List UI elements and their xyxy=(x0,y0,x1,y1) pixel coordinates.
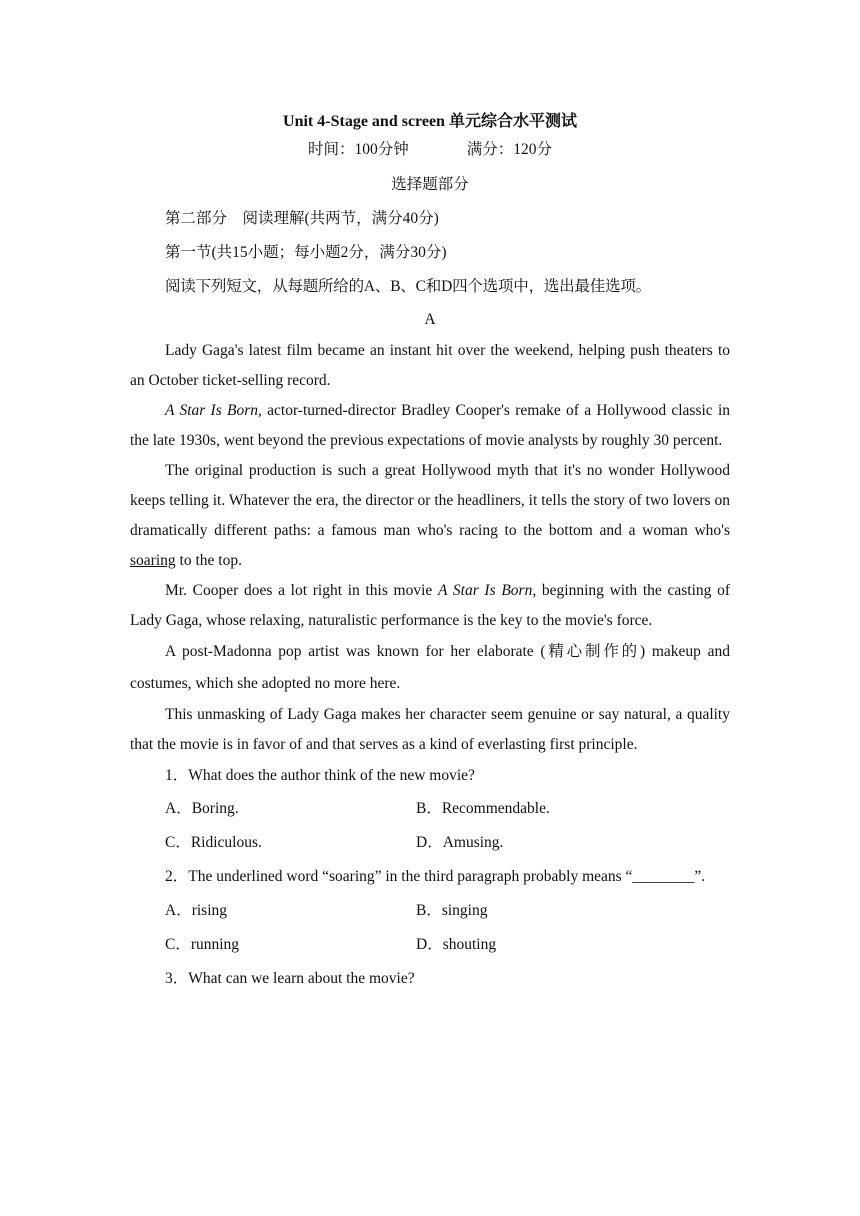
exam-meta xyxy=(130,136,730,164)
page-title: Unit 4-Stage and screen 单元综合水平测试 xyxy=(283,113,577,130)
paragraph-6: This unmasking of Lady Gaga makes her character seem genuine or say natural, a quality that the movie is in favor of and that serves as a kind of everlasting first principle. xyxy=(130,706,730,753)
section-heading: 选择题部分 xyxy=(391,176,469,193)
question-2: 2．The underlined word “soaring” in the third paragraph probably means “________”. xyxy=(165,868,706,885)
underlined-word: soaring xyxy=(130,552,176,569)
option: B．Recommendable. xyxy=(416,800,550,817)
time-label: 时间：100分钟 xyxy=(307,141,409,158)
paragraph-5: A post-Madonna pop artist was known for her elaborate (精心制作的) makeup and costumes, which she adopted no more here. xyxy=(130,643,730,692)
paragraph-2: A Star Is Born, actor-turned-director Bradley Cooper's remake of a Hollywood classic in the late 1930s, went beyond the previous expectations of movie analysts by roughly 30 percent. xyxy=(130,402,730,449)
instruction-text: 阅读下列短文，从每题所给的A、B、C和D四个选项中，选出最佳选项。 xyxy=(165,278,651,295)
question-1: 1．What does the author think of the new movie? xyxy=(165,767,475,784)
movie-title: A Star Is Born, xyxy=(165,402,262,419)
option: D．shouting xyxy=(416,936,497,953)
question-1-options xyxy=(130,792,730,860)
part-title: 第二部分 阅读理解(共两节，满分40分) xyxy=(165,210,439,227)
question-3: 3．What can we learn about the movie? xyxy=(165,970,415,987)
option: C．running xyxy=(165,936,240,953)
movie-title: A Star Is Born, xyxy=(438,582,537,599)
option: D．Amusing. xyxy=(416,834,504,851)
paragraph-3: The original production is such a great Hollywood myth that it's no wonder Hollywood keeps telling it. Whatever the era, the director or the headliners, it tells the story of two lovers on dramatically different paths: a famous man who's racing to the bottom and a woman who's soaring to the top. xyxy=(130,462,730,569)
section-title: 第一节(共15小题；每小题2分，满分30分) xyxy=(165,244,447,261)
option: B．singing xyxy=(416,902,488,919)
paragraph-1: Lady Gaga's latest film became an instant hit over the weekend, helping push theaters to an October ticket-selling record. xyxy=(130,342,730,389)
question-2-options xyxy=(130,894,730,962)
score-label: 满分：120分 xyxy=(466,141,553,158)
option: A．rising xyxy=(165,902,228,919)
option: A．Boring. xyxy=(165,800,239,817)
passage-label: A xyxy=(424,311,436,328)
paragraph-4: Mr. Cooper does a lot right in this movie A Star Is Born, beginning with the casting of Lady Gaga, whose relaxing, naturalistic performance is the key to the movie's force. xyxy=(130,582,730,629)
document-content xyxy=(130,108,730,996)
option: C．Ridiculous. xyxy=(165,834,262,851)
